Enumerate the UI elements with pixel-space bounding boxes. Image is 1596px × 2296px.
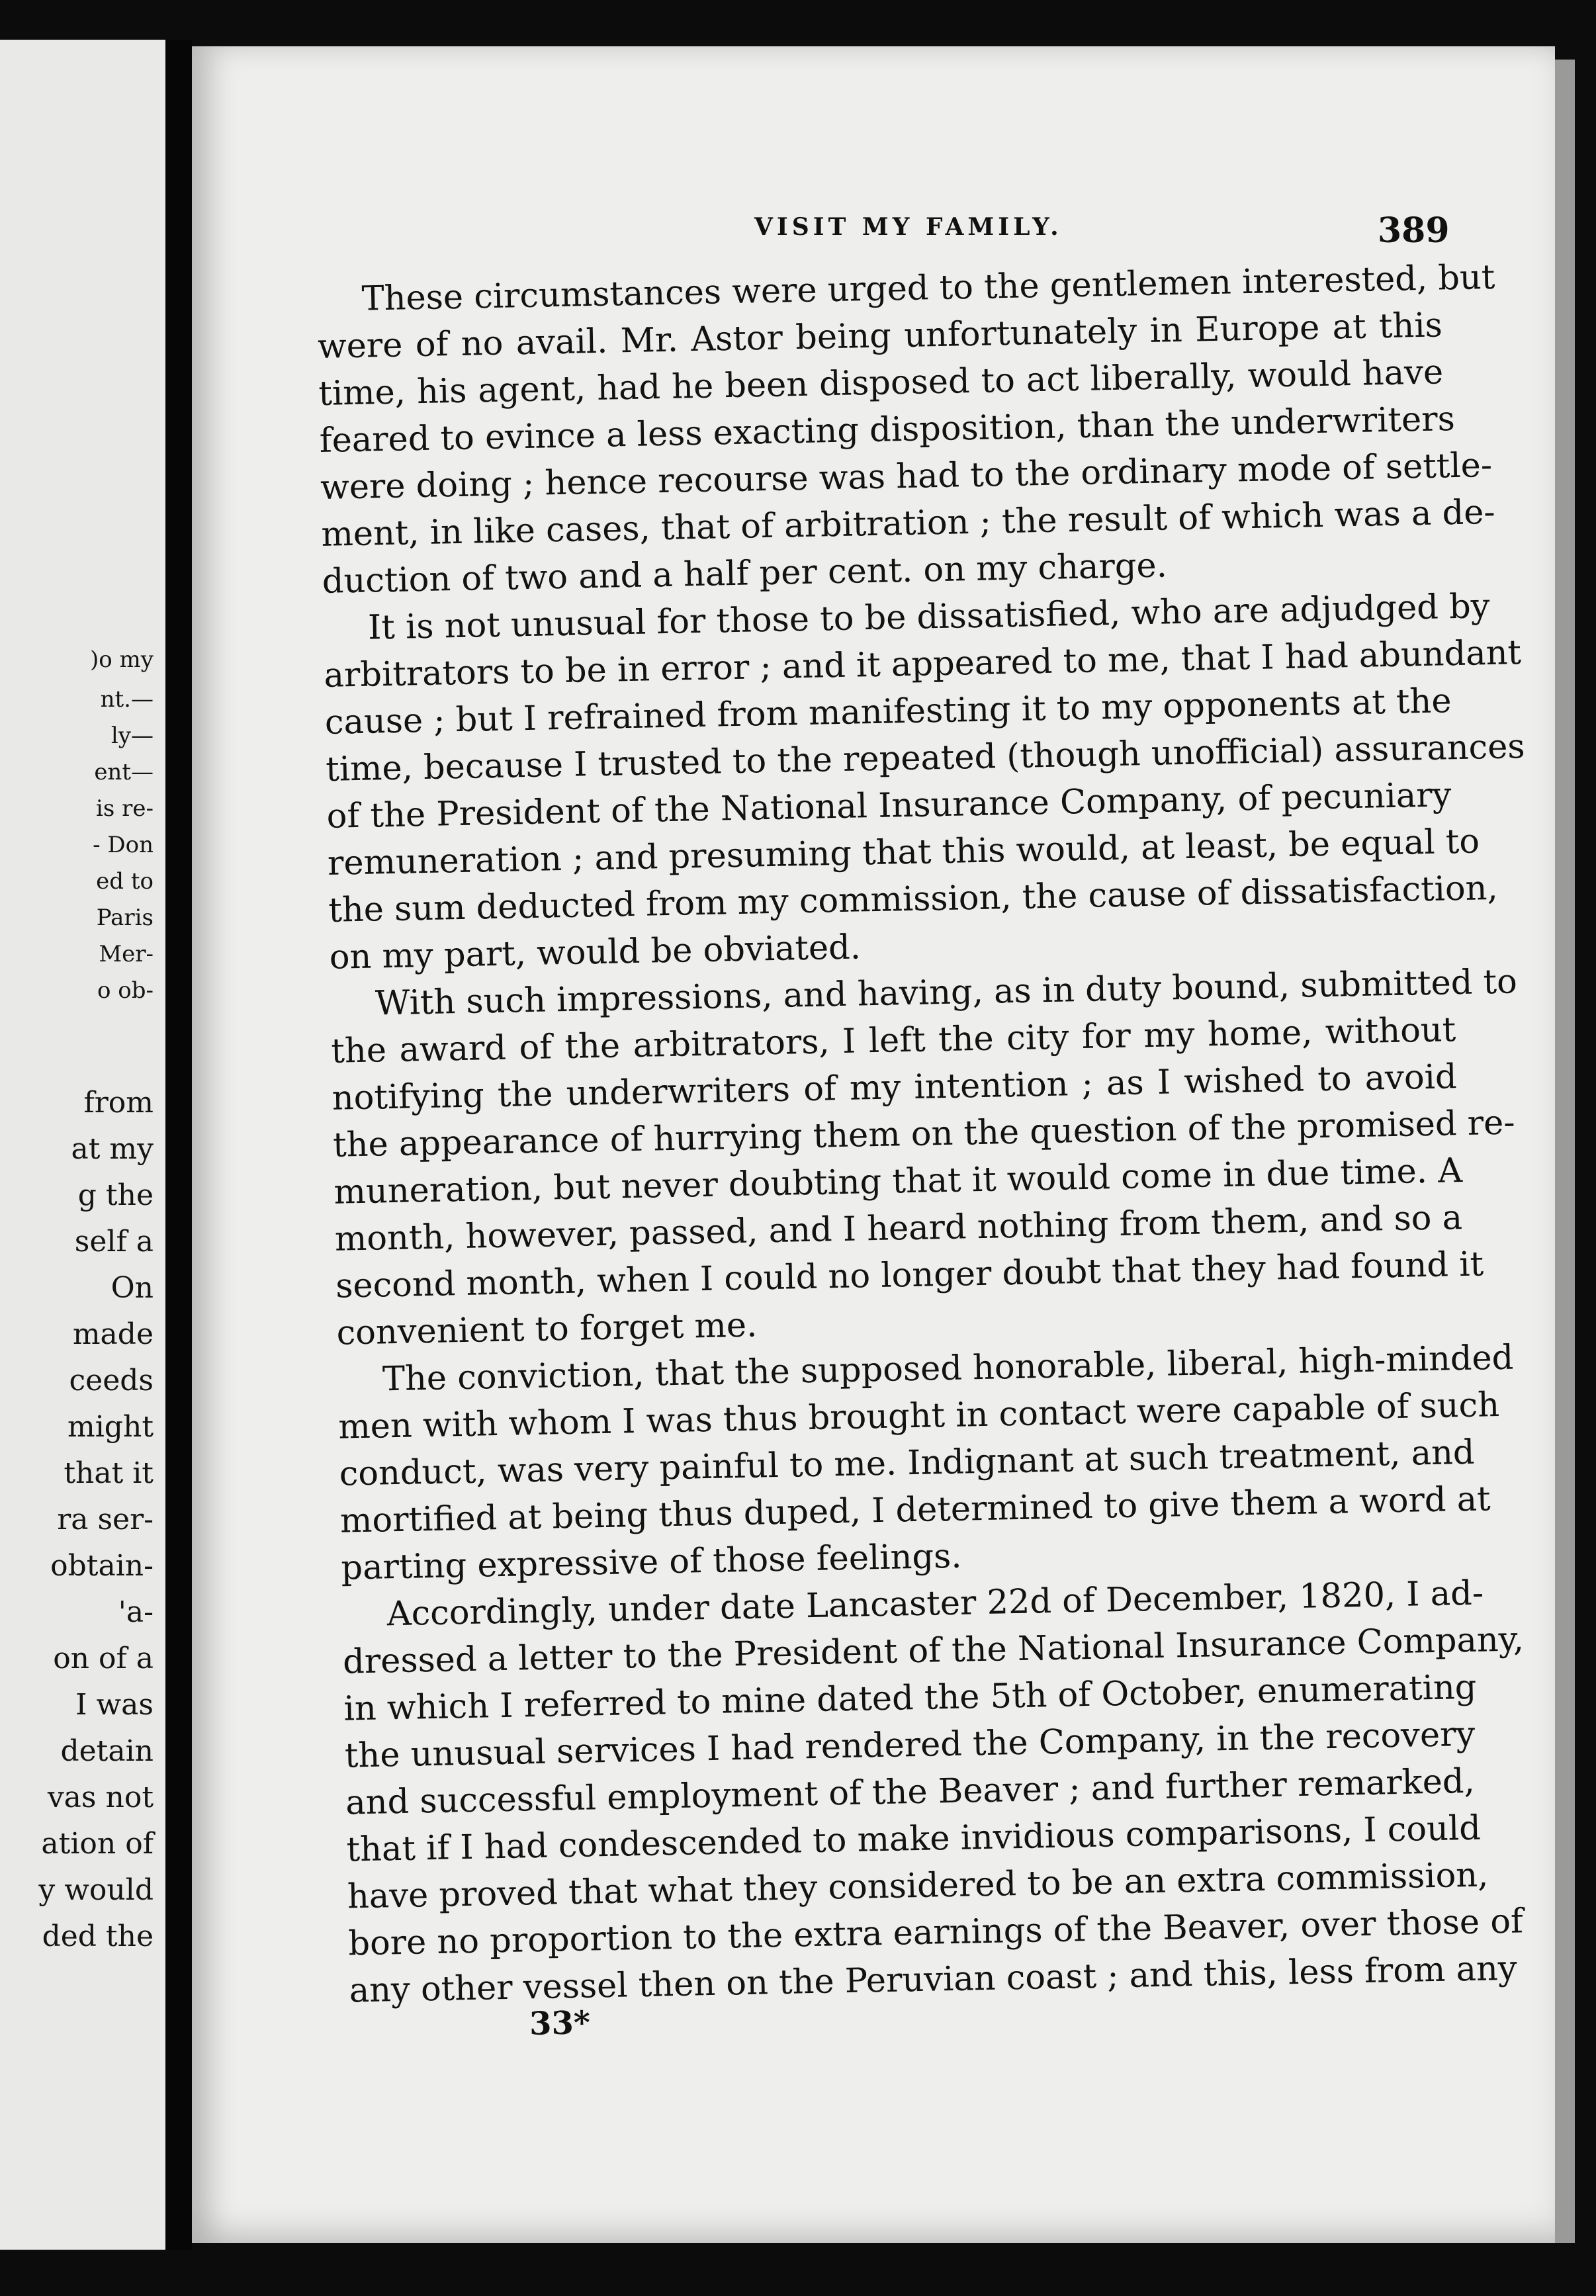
text-line: the sum deducted from my commission, the cause of dissatisfaction, <box>328 868 1499 930</box>
text-line: were of no avail. Mr. Astor being unfortunately in Europe at this <box>317 306 1443 367</box>
text-line: With such impressions, and having, as in duty bound, submitted to <box>375 962 1518 1024</box>
text-line: bore no proportion to the extra earnings of the Beaver, over those of <box>347 1902 1524 1964</box>
left-page-fragment: ra ser- <box>57 1503 154 1536</box>
left-page-fragment: made <box>72 1317 154 1351</box>
paragraph <box>330 959 1518 1357</box>
left-page-fragment: ceeds <box>69 1364 154 1397</box>
text-line: men with whom I was thus brought in contact were capable of such <box>337 1385 1500 1447</box>
left-page-fragment: Paris <box>96 905 154 931</box>
left-page-fragment: from <box>83 1086 154 1120</box>
text-line: Accordingly, under date Lancaster 22d of December, 1820, I ad- <box>386 1573 1484 1634</box>
text-line: duction of two and a half per cent. on my charge. <box>322 546 1168 601</box>
text-line: parting expressive of those feelings. <box>340 1536 962 1588</box>
left-page <box>0 40 165 2250</box>
left-page-fragment: vas not <box>47 1781 154 1814</box>
text-line: time, his agent, had he been disposed to act liberally, would have <box>318 353 1444 414</box>
text-line: of the President of the National Insurance Company, of pecuniary <box>326 775 1452 836</box>
left-page-fragment: )o my <box>90 646 154 673</box>
left-page-fragment: nt.— <box>100 686 154 713</box>
text-line: the appearance of hurrying them on the question of the promised re- <box>332 1103 1516 1165</box>
left-page-fragment: ed to <box>96 868 154 895</box>
text-line: that if I had condescended to make invidious comparisons, I could <box>346 1808 1482 1870</box>
left-page-fragment: might <box>67 1410 154 1444</box>
left-page-fragment: 'a- <box>118 1595 154 1629</box>
signature-mark: 33* <box>529 2004 591 2043</box>
text-line: in which I referred to mine dated the 5th of October, enumerating <box>343 1667 1477 1729</box>
text-line: remuneration ; and presuming that this would, at least, be equal to <box>327 822 1480 883</box>
left-page-fragment: ation of <box>41 1827 154 1861</box>
left-page-fragment: On <box>111 1271 154 1305</box>
body-text <box>316 255 1526 2014</box>
paragraph <box>341 1570 1525 2015</box>
paragraph <box>323 584 1526 981</box>
text-line: the unusual services I had rendered the Company, in the recovery <box>344 1714 1476 1776</box>
left-page-fragment: g the <box>77 1178 154 1212</box>
left-page-fragment: detain <box>60 1734 154 1768</box>
text-line: cause ; but I refrained from manifesting it to my opponents at the <box>324 682 1452 742</box>
text-line: on my part, would be obviated. <box>329 928 862 977</box>
left-page-fragment: that it <box>64 1456 154 1490</box>
text-line: ment, in like cases, that of arbitration ; the result of which was a de- <box>320 492 1496 554</box>
text-line: month, however, passed, and I heard nothing from them, and so a <box>334 1198 1463 1259</box>
text-line: second month, when I could no longer doubt that they had found it <box>335 1245 1484 1306</box>
text-line: The conviction, that the supposed honorable, liberal, high-minded <box>382 1338 1514 1399</box>
left-page-fragment: is re- <box>96 795 154 822</box>
text-line: convenient to forget me. <box>336 1305 758 1353</box>
left-page-fragment: ly— <box>111 723 154 749</box>
running-head: VISIT MY FAMILY. <box>754 213 1063 241</box>
left-page-fragment: obtain- <box>50 1549 154 1583</box>
text-line: were doing ; hence recourse was had to the ordinary mode of settle- <box>320 445 1493 508</box>
left-page-fragment: on of a <box>53 1642 154 1675</box>
left-page-fragment: ded the <box>42 1920 154 1953</box>
left-page-fragment: ent— <box>94 759 154 785</box>
text-line: It is not unusual for those to be dissatisfied, who are adjudged by <box>367 587 1491 648</box>
text-line: feared to evince a less exacting disposition, than the underwriters <box>319 400 1456 461</box>
paragraph <box>316 255 1496 605</box>
book-gutter <box>165 40 192 2250</box>
text-line: notifying the underwriters of my intention ; as I wished to avoid <box>332 1057 1458 1118</box>
text-line: any other vessel then on the Peruvian coast ; and this, less from any <box>349 1949 1518 2011</box>
text-line: arbitrators to be in error ; and it appeared to me, that I had abundant <box>324 633 1522 695</box>
left-page-fragment: y would <box>38 1873 154 1907</box>
text-line: have proved that what they considered to be an extra commission, <box>347 1855 1489 1917</box>
left-page-fragment: I was <box>75 1688 154 1722</box>
text-line: mortified at being thus duped, I determined to give them a word at <box>339 1479 1491 1541</box>
text-line: time, because I trusted to the repeated (though unofficial) assurances <box>325 727 1526 789</box>
text-line: and successful employment of the Beaver ; and further remarked, <box>345 1761 1476 1823</box>
page-edge <box>1555 60 1575 2243</box>
page-number: 389 <box>1378 210 1450 251</box>
left-page-fragment: o ob- <box>97 977 154 1004</box>
left-page-fragment: at my <box>71 1132 154 1166</box>
text-line: muneration, but never doubting that it would come in due time. A <box>333 1151 1463 1212</box>
left-page-fragment: self a <box>74 1225 154 1258</box>
left-page-fragment: - Don <box>93 832 154 858</box>
text-line: the award of the arbitrators, I left the city for my home, without <box>330 1010 1456 1071</box>
paragraph <box>337 1335 1514 1592</box>
text-line: dressed a letter to the President of the National Insurance Company, <box>342 1620 1525 1682</box>
text-line: These circumstances were urged to the gentlemen interested, but <box>361 257 1495 319</box>
text-line: conduct, was very painful to me. Indignant at such treatment, and <box>339 1433 1476 1494</box>
left-page-fragment: Mer- <box>99 941 154 967</box>
